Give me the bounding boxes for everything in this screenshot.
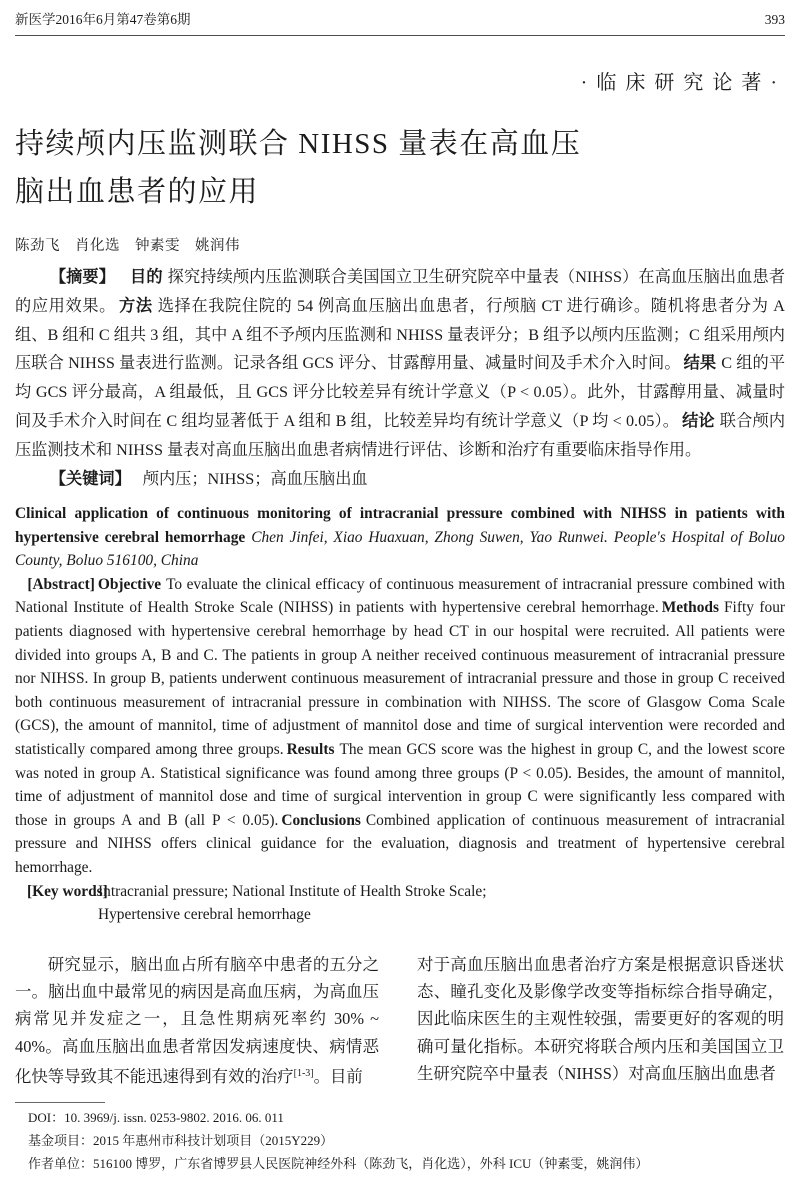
body-column-left [15, 951, 379, 1090]
methods-text-en: Fifty four patients diagnosed with hypertensive cerebral hemorrhage by head CT in our hospital were recruited. All patients were divided into groups A, B and C. The patients in group A neither received continuous measurement of intracranial pressure nor NIHSS. In group B, patients underwent continuous measurement of intracranial pressure and those in group C received both continuous measurement of intracranial pressure in combination with NIHSS. The score of Glasgow Coma Scale (GCS), the amount of mannitol, time of adjustment of mannitol dose and time of surgical intervention were recorded and statistically compared among three groups. [15, 599, 786, 758]
abstract-cn [15, 263, 785, 493]
conclusions-text-en: Combined application of continuous measurement of intracranial pressure and NIHSS offers clinical guidance for the evaluation, diagnosis and treatment of hypertensive cerebral hemorrhage. [15, 811, 785, 876]
authors-affiliation-en: Chen Jinfei, Xiao Huaxuan, Zhong Suwen, Yao Runwei. People's Hospital of Boluo County, Boluo 516100, China [15, 528, 785, 570]
methods-label-cn: 方法 [119, 296, 153, 315]
keywords-label-en: [Key words] [27, 882, 108, 900]
results-label-en: Results [286, 740, 335, 758]
fund-line: 基金项目：2015 年惠州市科技计划项目（2015Y229） [28, 1133, 334, 1148]
abstract-cn-label: 【摘要】 [49, 268, 116, 286]
results-text-cn: C 组的平均 GCS 评分最高，A 组最低，且 GCS 评分比较差异有统计学意义（P < 0.05）。此外，甘露醇用量、减量时间及手术介入时间在 C 组均显著低于 A 组和 B 组，比较差异均有统计学意义（P 均 < 0.05）。 [15, 354, 786, 430]
footnotes [28, 1106, 788, 1175]
keywords-label-cn: 【关键词】 [49, 469, 131, 488]
methods-label-en: Methods [661, 599, 719, 617]
abstract-cn-paragraph [15, 263, 785, 465]
article-title-en: Clinical application of continuous monitoring of intracranial pressure combined with NIHSS in patients with hypertensive cerebral hemorrhage [15, 505, 785, 546]
page-number: 393 [764, 12, 785, 27]
article-title-line2: 脑出血患者的应用 [15, 176, 260, 208]
journal-issue-info: 新医学2016年6月第47卷第6期 [15, 12, 191, 27]
section-label: ·临床研究论著· [580, 72, 786, 94]
methods-text-cn: 选择在我院住院的 54 例高血压脑出血患者，行颅脑 CT 进行确诊。随机将患者分为 A 组、B 组和 C 组共 3 组，其中 A 组不予颅内压监测和 NHISS 量表评分；B 组予以颅内压监测；C 组采用颅内压联合 NIHSS 量表进行监测。记录各组 GCS 评分、甘露醇用量、减量时间及手术介入时间。 [15, 296, 785, 373]
results-label-cn: 结果 [683, 354, 717, 373]
author-affiliation-line: 作者单位：516100 博罗，广东省博罗县人民医院神经外科（陈劲飞，肖化选），外科 ICU（钟素雯，姚润伟） [28, 1156, 649, 1171]
conclusions-label-en: Conclusions [281, 811, 361, 829]
keywords-en-line1: Intracranial pressure; National Institute of Health Stroke Scale; [98, 882, 487, 900]
results-text-en: The mean GCS score was the highest in group C, and the lowest score was noted in group A. Statistical significance was found among three groups (P < 0.05). Besides, the amount of mannitol, time of adjustment of mannitol dose and time of surgical intervention in group C were significantly less compared with those in groups A and B (all P < 0.05). [15, 740, 785, 829]
footnote-divider [15, 1102, 105, 1103]
reference-superscript: [1-3] [293, 1067, 314, 1079]
keywords-en-line2: Hypertensive cerebral hemorrhage [98, 906, 311, 924]
objective-label-cn: 目的 [130, 268, 163, 286]
article-title-line1: 持续颅内压监测联合 NIHSS 量表在高血压 [15, 128, 582, 160]
doi-line: DOI：10. 3969/j. issn. 0253-9802. 2016. 06. 011 [28, 1110, 284, 1125]
abstract-en-paragraph [15, 573, 785, 880]
keywords-en [15, 880, 785, 927]
objective-label-en: Objective [97, 575, 162, 593]
objective-text-cn: 探究持续颅内压监测联合美国国立卫生研究院卒中量表（NIHSS）在高血压脑出血患者的应用效果。 [15, 268, 786, 315]
body-paragraph-left [15, 951, 379, 1090]
authors-cn: 陈劲飞 肖化选 钟素雯 姚润伟 [15, 238, 240, 254]
abstract-en-title-block [15, 502, 785, 573]
conclusion-label-cn: 结论 [682, 411, 715, 430]
body-column-right [417, 951, 784, 1087]
objective-text-en: To evaluate the clinical efficacy of continuous measurement of intracranial pressure combined with National Institute of Health Stroke Scale (NIHSS) in patients with hypertensive cerebral hemorrhage. [15, 575, 785, 617]
abstract-en [15, 502, 785, 927]
abstract-label-en: [Abstract] [27, 575, 95, 593]
keywords-cn [15, 465, 785, 494]
keywords-text-cn: 颅内压；NIHSS；高血压脑出血 [142, 469, 368, 488]
body-left-text: 研究显示，脑出血占所有脑卒中患者的五分之一。脑出血中最常见的病因是高血压病，为高血压病常见并发症之一，且急性期病死率约 30% ~ 40%。高血压脑出血患者常因发病速度快、病情恶化快等导致其不能迅速得到有效的治疗 [15, 955, 379, 1086]
running-head [15, 8, 785, 36]
body-paragraph-right: 对于高血压脑出血患者治疗方案是根据意识昏迷状态、瞳孔变化及影像学改变等指标综合指导确定，因此临床医生的主观性较强，需要更好的客观的明确可量化指标。本研究将联合颅内压和美国国立卫生研究院卒中量表（NIHSS）对高血压脑出血患者 [417, 955, 784, 1083]
body-left-text-tail: 。目前 [313, 1066, 363, 1086]
article-title [15, 120, 780, 216]
conclusion-text-cn: 联合颅内压监测技术和 NIHSS 量表对高血压脑出血患者病情进行评估、诊断和治疗有重要临床指导作用。 [15, 411, 786, 459]
